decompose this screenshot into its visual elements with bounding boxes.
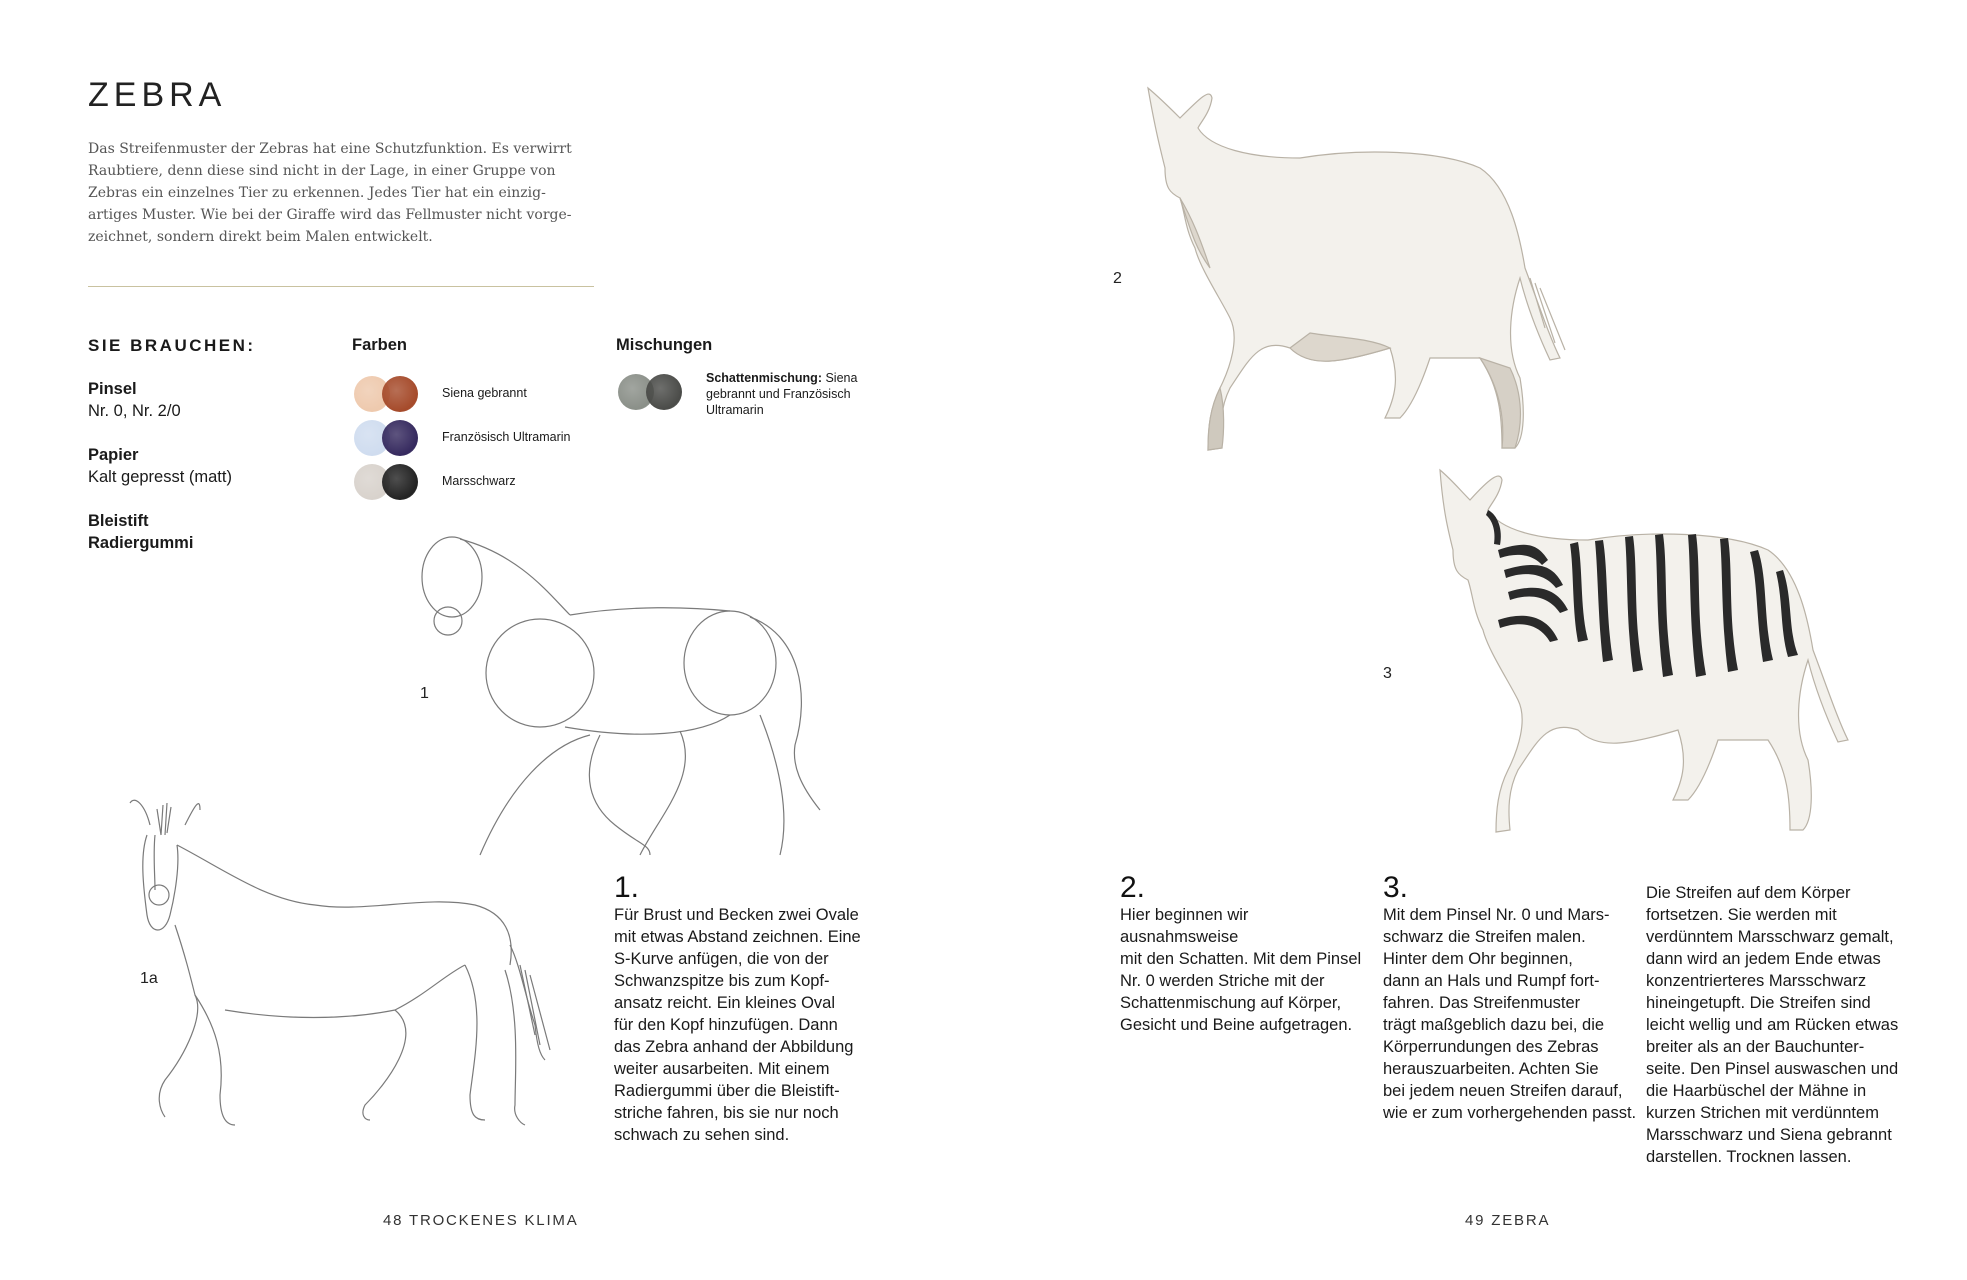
swatch-dark <box>382 420 418 456</box>
figure-label-2: 2 <box>1113 270 1122 287</box>
footer-right: 49 ZEBRA <box>1465 1212 1551 1229</box>
text-line: Hier beginnen wir ausnahmsweise <box>1120 906 1249 946</box>
text-line: fortsetzen. Sie werden mit <box>1646 906 1837 924</box>
material-value: Nr. 0, Nr. 2/0 <box>88 402 181 420</box>
intro-line: Raubtiere, denn diese sind nicht in der Lage, in einer Gruppe von <box>88 163 556 179</box>
color-swatch-siena <box>352 374 612 416</box>
mix-description <box>706 370 876 418</box>
text-line: Für Brust und Becken zwei Ovale <box>614 906 859 924</box>
step-2-text <box>1120 904 1370 1036</box>
divider-rule <box>88 286 594 287</box>
text-line: die Haarbüschel der Mähne in <box>1646 1082 1867 1100</box>
step-1-text <box>614 904 864 1146</box>
intro-line: Das Streifenmuster der Zebras hat eine Schutzfunktion. Es verwirrt <box>88 141 572 157</box>
zebra-outline-sketch <box>125 795 565 1135</box>
zebra-shaded-illustration <box>1140 88 1630 468</box>
color-swatch-ultramarin <box>352 418 612 460</box>
text-line: verdünntem Marsschwarz gemalt, <box>1646 928 1894 946</box>
step-3-text <box>1383 904 1643 1124</box>
text-line: ansatz reicht. Ein kleines Oval <box>614 994 836 1012</box>
text-line: hineingetupft. Die Streifen sind <box>1646 994 1871 1012</box>
material-label: Papier <box>88 446 139 464</box>
text-line: Schattenmischung auf Körper, <box>1120 994 1342 1012</box>
text-line: trägt maßgeblich dazu bei, die <box>1383 1016 1605 1034</box>
text-line: striche fahren, bis sie nur noch <box>614 1104 839 1122</box>
material-label: Pinsel <box>88 380 137 398</box>
page-title: ZEBRA <box>88 76 227 114</box>
footer-left: 48 TROCKENES KLIMA <box>383 1212 579 1229</box>
text-line: mit etwas Abstand zeichnen. Eine <box>614 928 861 946</box>
text-line: schwarz die Streifen malen. <box>1383 928 1586 946</box>
swatch-label: Marsschwarz <box>442 474 516 488</box>
text-line: Körperrundungen des Zebras <box>1383 1038 1599 1056</box>
text-line: Die Streifen auf dem Körper <box>1646 884 1851 902</box>
text-line: für den Kopf hinzufügen. Dann <box>614 1016 838 1034</box>
figure-label-1: 1 <box>420 685 429 702</box>
swatch-dark <box>646 374 682 410</box>
material-label: Bleistift <box>88 512 149 530</box>
text-line: wie er zum vorhergehenden passt. <box>1383 1104 1637 1122</box>
intro-line: zeichnet, sondern direkt beim Malen entwickelt. <box>88 229 433 245</box>
text-line: herauszuarbeiten. Achten Sie <box>1383 1060 1599 1078</box>
step-1-number: 1. <box>614 871 640 904</box>
text-line: konzentrierteres Marsschwarz <box>1646 972 1867 990</box>
material-paper <box>88 444 328 488</box>
text-line: dann an Hals und Rumpf fort- <box>1383 972 1600 990</box>
text-line: das Zebra anhand der Abbildung <box>614 1038 854 1056</box>
swatch-label: Siena gebrannt <box>442 386 527 400</box>
text-line: Radiergummi über die Bleistift- <box>614 1082 840 1100</box>
material-pencil <box>88 510 328 554</box>
text-line: S-Kurve anfügen, die von der <box>614 950 829 968</box>
text-line: kurzen Strichen mit verdünntem <box>1646 1104 1879 1122</box>
text-line: dann wird an jedem Ende etwas <box>1646 950 1881 968</box>
material-value: Radiergummi <box>88 534 194 552</box>
mix-text: Siena gebrannt und Französisch Ultramarin <box>706 371 858 417</box>
swatch-dark <box>382 376 418 412</box>
zebra-striped-illustration <box>1400 470 1900 850</box>
figure-label-3: 3 <box>1383 665 1392 682</box>
text-line: breiter als an der Bauchunter- <box>1646 1038 1865 1056</box>
colors-heading: Farben <box>352 336 408 354</box>
swatch-label: Französisch Ultramarin <box>442 430 571 444</box>
text-line: Mit dem Pinsel Nr. 0 und Mars- <box>1383 906 1610 924</box>
intro-paragraph <box>88 138 608 248</box>
text-line: Gesicht und Beine aufgetragen. <box>1120 1016 1353 1034</box>
text-line: mit den Schatten. Mit dem Pinsel <box>1120 950 1362 968</box>
swatch-dark <box>382 464 418 500</box>
step-3-number: 3. <box>1383 871 1409 904</box>
text-line: weiter ausarbeiten. Mit einem <box>614 1060 830 1078</box>
material-value: Kalt gepresst (matt) <box>88 468 232 486</box>
material-brush <box>88 378 328 422</box>
materials-heading: SIE BRAUCHEN: <box>88 336 256 355</box>
text-line: leicht wellig und am Rücken etwas <box>1646 1016 1899 1034</box>
text-line: seite. Den Pinsel auswaschen und <box>1646 1060 1899 1078</box>
text-line: fahren. Das Streifenmuster <box>1383 994 1581 1012</box>
text-line: schwach zu sehen sind. <box>614 1126 790 1144</box>
step-3-continued-text <box>1646 882 1906 1168</box>
text-line: darstellen. Trocknen lassen. <box>1646 1148 1852 1166</box>
text-line: bei jedem neuen Streifen darauf, <box>1383 1082 1623 1100</box>
text-line: Marsschwarz und Siena gebrannt <box>1646 1126 1892 1144</box>
text-line: Nr. 0 werden Striche mit der <box>1120 972 1325 990</box>
intro-line: Zebras ein einzelnes Tier zu erkennen. Jedes Tier hat ein einzig- <box>88 185 546 201</box>
mixtures-heading: Mischungen <box>616 336 713 354</box>
intro-line: artiges Muster. Wie bei der Giraffe wird das Fellmuster nicht vorge- <box>88 207 572 223</box>
mix-label: Schattenmischung: <box>706 371 822 385</box>
step-2-number: 2. <box>1120 871 1146 904</box>
figure-label-1a: 1a <box>140 970 158 987</box>
text-line: Schwanzspitze bis zum Kopf- <box>614 972 830 990</box>
text-line: Hinter dem Ohr beginnen, <box>1383 950 1573 968</box>
color-swatch-marsschwarz <box>352 462 612 504</box>
